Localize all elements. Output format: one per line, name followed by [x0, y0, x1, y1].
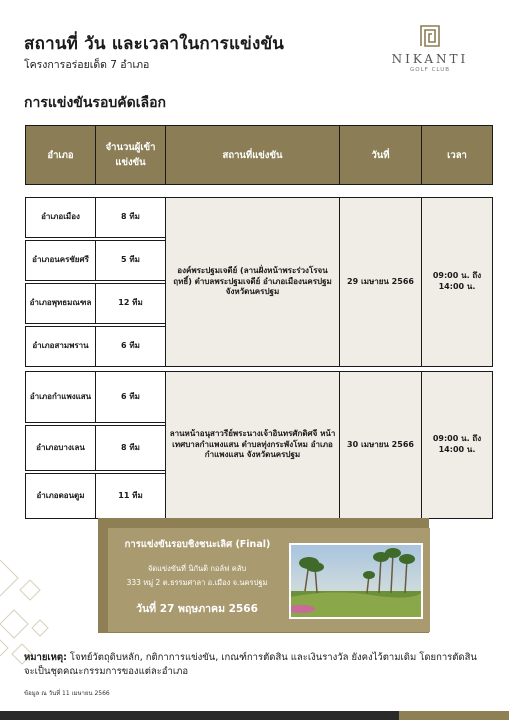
- district-cell: อำเภอสามพราน: [26, 327, 96, 367]
- final-round-title: การแข่งขันรอบชิงชนะเลิศ (Final): [124, 539, 271, 550]
- golf-course-photo: [289, 543, 423, 619]
- final-date: วันที่ 27 พฤษภาคม 2566: [136, 603, 258, 615]
- time-cell: 09:00 น. ถึง 14:00 น.: [422, 198, 493, 367]
- header-date: วันที่: [340, 126, 422, 185]
- time-cell: 09:00 น. ถึง 14:00 น.: [422, 372, 493, 519]
- header-venue: สถานที่แข่งขัน: [166, 126, 340, 185]
- logo-subtitle: GOLF CLUB: [410, 67, 450, 73]
- bottom-bar-accent: [399, 711, 509, 720]
- table-row: [26, 372, 493, 423]
- logo-name: NIKANTI: [391, 52, 469, 66]
- section-title: การแข่งขันรอบคัดเลือก: [24, 95, 166, 111]
- page-subtitle: โครงการอร่อยเด็ด 7 อำเภอ: [24, 59, 150, 71]
- date-cell: 30 เมษายน 2566: [340, 372, 422, 519]
- final-venue-line: จัดแข่งขันที่ นิกันติ กอล์ฟ คลับ: [147, 564, 247, 573]
- remark-label: หมายเหตุ:: [24, 652, 67, 663]
- team-count-cell: 12 ทีม: [96, 284, 166, 324]
- data-date-footnote: ข้อมูล ณ วันที่ 11 เมษายน 2566: [24, 690, 110, 697]
- district-cell: อำเภอดอนตูม: [26, 474, 96, 519]
- team-count-cell: 8 ทีม: [96, 426, 166, 471]
- nikanti-logo: [384, 24, 476, 73]
- date-cell: 29 เมษายน 2566: [340, 198, 422, 367]
- venue-cell: ลานหน้าอนุสาวรีย์พระนางเจ้าอินทรศักดิศจี หน้าเทศบาลกำแพงแสน ตำบลทุ่งกระพังโหม อำเภอกำแพงแสน จังหวัดนครปฐม: [166, 372, 340, 519]
- final-address-line: 333 หมู่ 2 ต.ธรรมศาลา อ.เมือง จ.นครปฐม: [126, 578, 268, 587]
- logo-mark-icon: [419, 24, 441, 48]
- district-cell: อำเภอนครชัยศรี: [26, 241, 96, 281]
- district-cell: อำเภอเมือง: [26, 198, 96, 238]
- header-participants: จำนวนผู้เข้าแข่งขัน: [96, 126, 166, 185]
- bottom-bar: [0, 711, 509, 720]
- venue-cell: องค์พระปฐมเจดีย์ (ลานฝั่งหน้าพระร่วงโรจนฤทธิ์) ตำบลพระปฐมเจดีย์ อำเภอเมืองนครปฐม จังหวัดนครปฐม: [166, 198, 340, 367]
- district-cell: อำเภอกำแพงแสน: [26, 372, 96, 423]
- team-count-cell: 6 ทีม: [96, 327, 166, 367]
- district-cell: อำเภอบางเลน: [26, 426, 96, 471]
- team-count-cell: 8 ทีม: [96, 198, 166, 238]
- remark-note: [24, 651, 484, 679]
- golf-course-image-icon: [291, 545, 421, 617]
- team-count-cell: 5 ทีม: [96, 241, 166, 281]
- district-cell: อำเภอพุทธมณฑล: [26, 284, 96, 324]
- page-title: สถานที่ วัน และเวลาในการแข่งขัน: [24, 34, 285, 54]
- header-district: อำเภอ: [26, 126, 96, 185]
- header-time: เวลา: [422, 126, 493, 185]
- schedule-table: [25, 125, 493, 519]
- table-header-row: [26, 126, 493, 185]
- team-count-cell: 11 ทีม: [96, 474, 166, 519]
- team-count-cell: 6 ทีม: [96, 372, 166, 423]
- remark-text: โจทย์วัตถุดิบหลัก, กติกาการแข่งขัน, เกณฑ์การตัดสิน และเงินรางวัล ยังคงไว้ตามเดิม โดยการตัดสิน จะเป็นชุดคณะกรรมการของแต่ละอำเภอ: [24, 652, 477, 677]
- table-row: [26, 198, 493, 238]
